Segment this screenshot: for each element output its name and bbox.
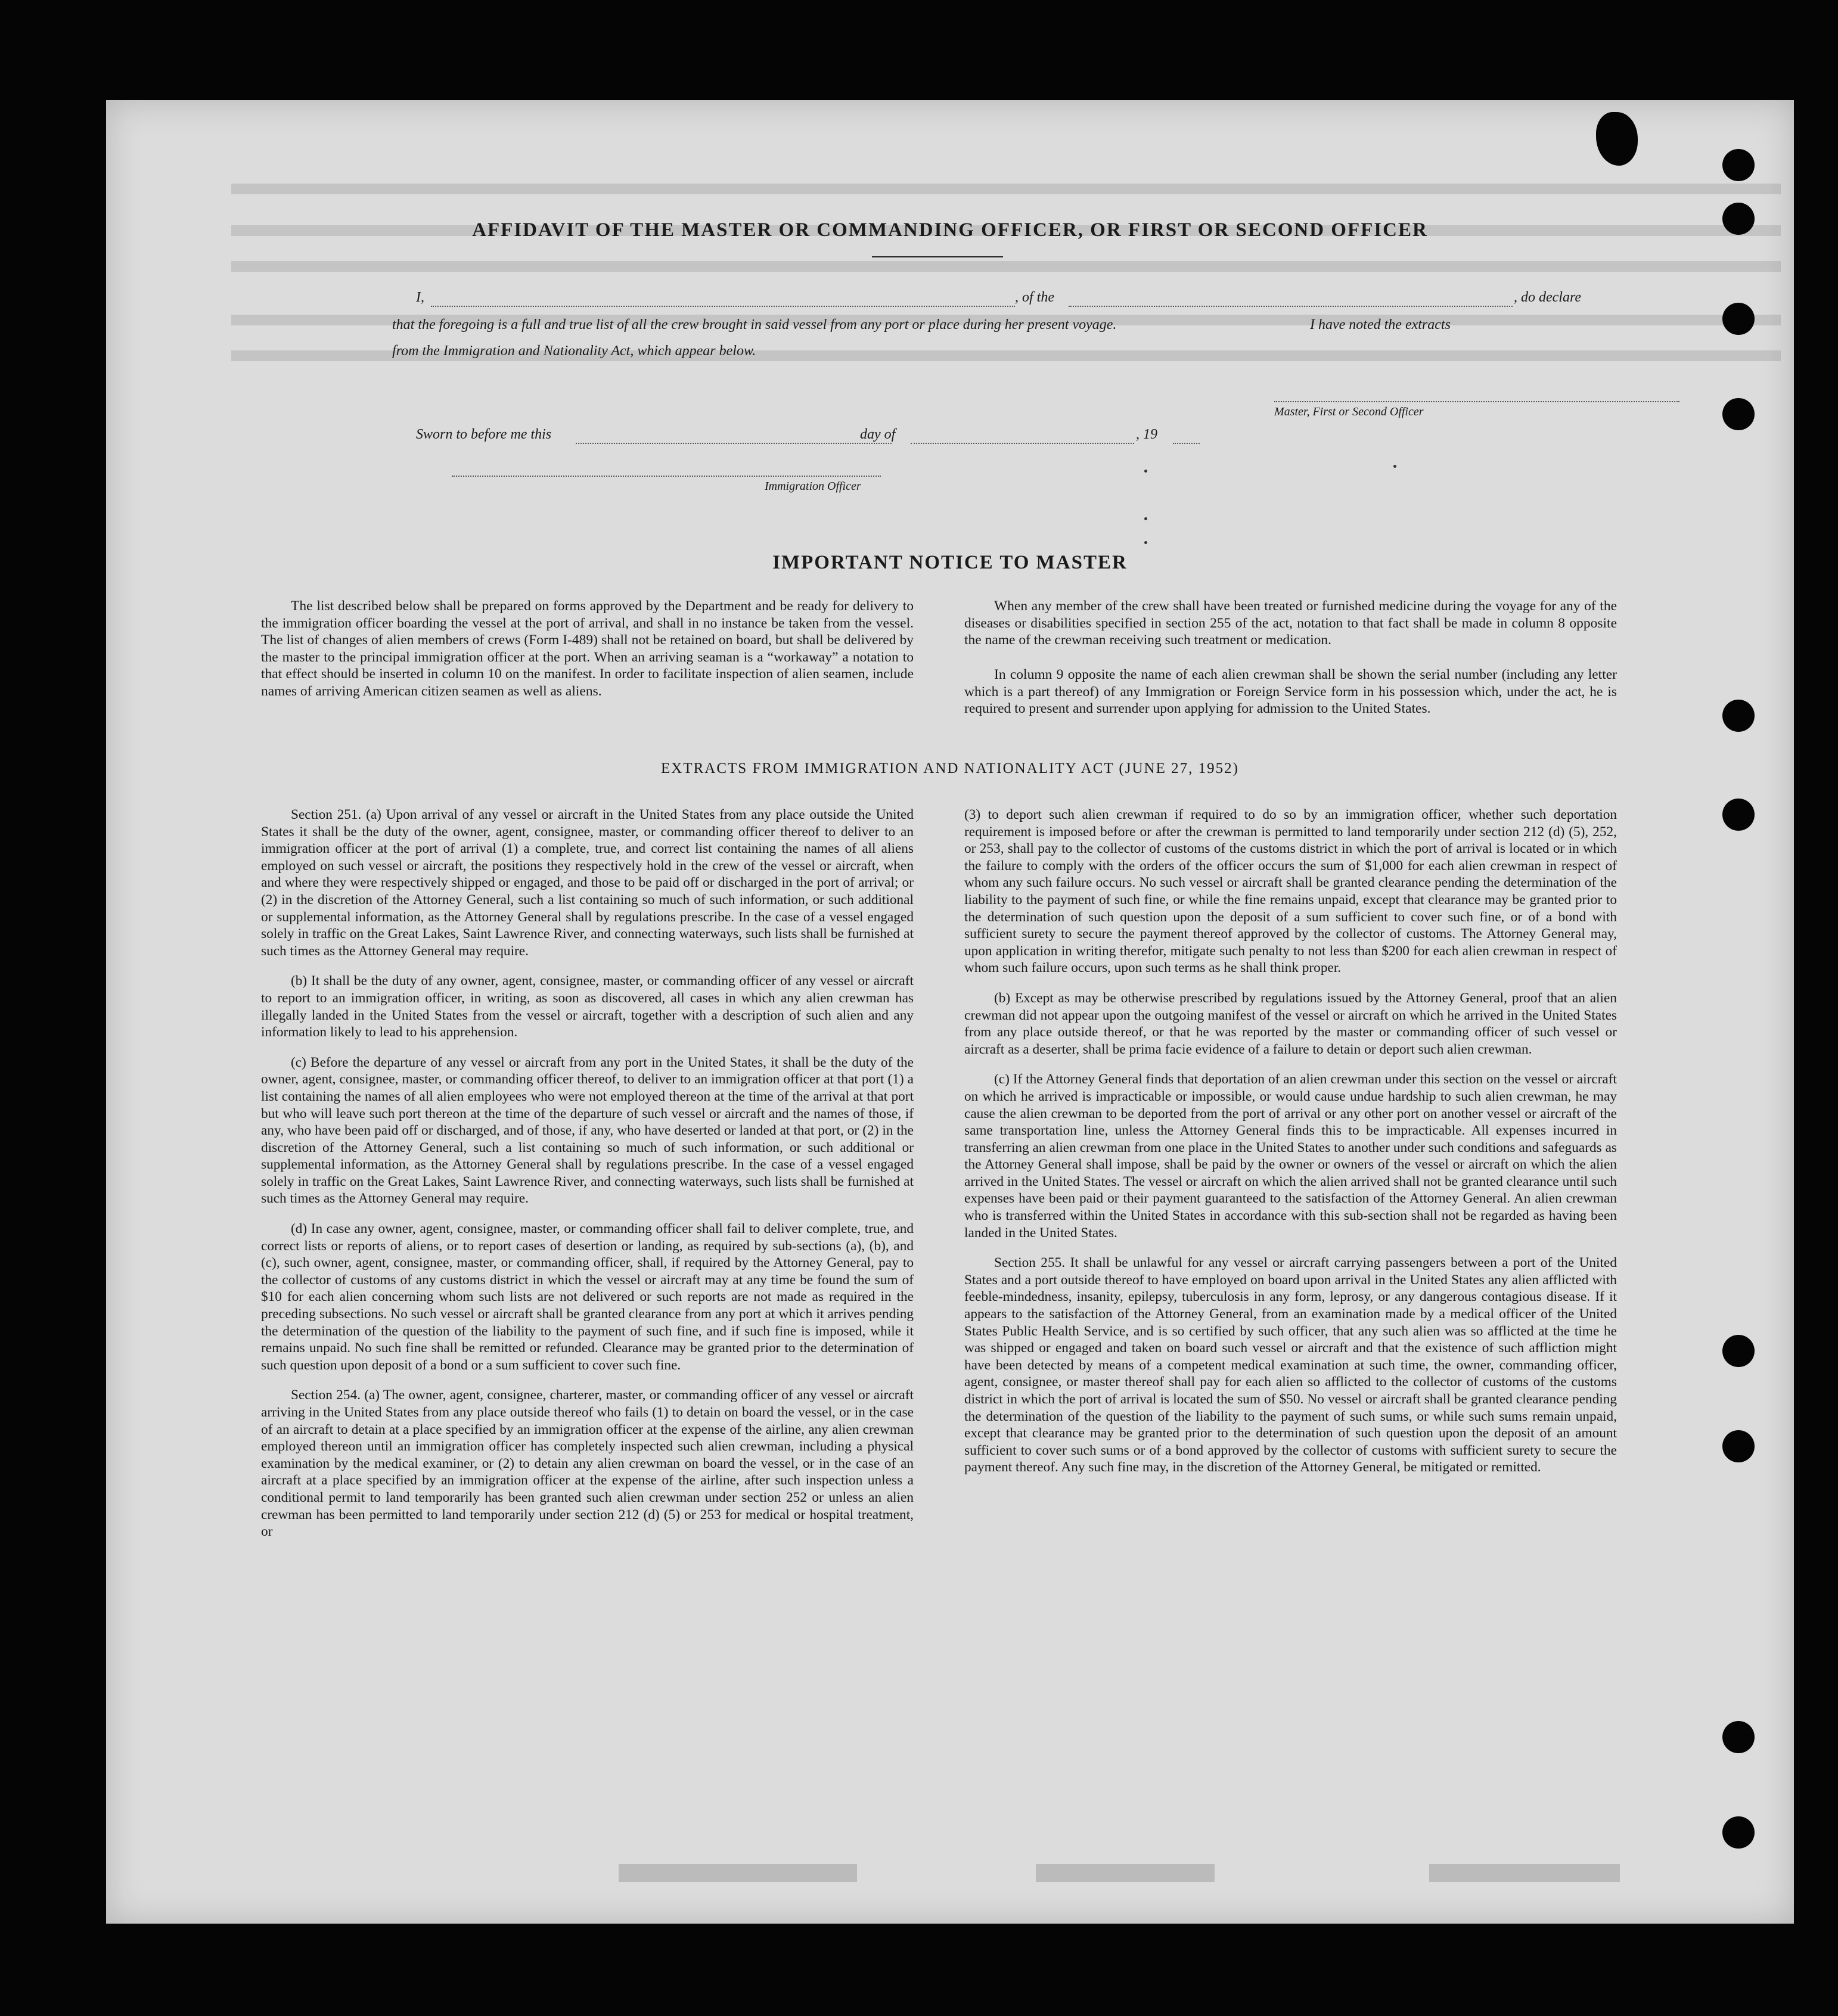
section-251-b: (b) It shall be the duty of any owner, agent, consignee, master, or commanding officer of any vessel or aircraft to report to an immigration officer, in writing, as soon as discovered, all cases in which any alien crewman has illegally landed in the United States from the vessel or aircraft, together with a description of such alien and any information likely to lead to his apprehension.	[261, 973, 914, 1040]
notice-right-paragraph-2: In column 9 opposite the name of each alien crewman shall be shown the serial number (including any letter which is a part thereof) of any Immigration or Foreign Service form in his possession which, under the act, he is required to present and surrender upon applying for admission to the United States.	[964, 667, 1617, 717]
affidavit-i-label: I,	[416, 290, 424, 305]
dust-speck	[1144, 517, 1147, 520]
officer-caption: Immigration Officer	[765, 480, 861, 493]
torn-corner	[1596, 112, 1638, 166]
sworn-label: Sworn to before me this	[416, 427, 552, 442]
binder-hole-7	[1722, 1335, 1755, 1367]
affidavit-line-3: from the Immigration and Nationality Act, which appear below.	[392, 343, 756, 359]
notice-title: IMPORTANT NOTICE TO MASTER	[772, 552, 1128, 573]
affidavit-title: AFFIDAVIT OF THE MASTER OR COMMANDING OFFICER, OR FIRST OR SECOND OFFICER	[472, 219, 1428, 241]
affidavit-line-2-right: I have noted the extracts	[1310, 317, 1451, 333]
affidavit-line-2: that the foregoing is a full and true list of all the crew brought in said vessel from any port or place during her present voyage.	[392, 317, 1117, 333]
binder-hole-6	[1722, 799, 1755, 831]
dust-speck	[1144, 541, 1147, 544]
binder-hole-1	[1722, 149, 1755, 181]
binder-hole-5	[1722, 700, 1755, 732]
section-254-a-continued: (3) to deport such alien crewman if required to do so by an immigration officer, whether such deportation requirement is imposed before or after the crewman is permitted to land temporarily under section 212 (d) (5), 252, or 253, shall pay to the collector of customs of the customs district in which the port of arrival is located or in which the failure to comply with the orders of the officer occurs the sum of $1,000 for each alien crewman in respect of whom any such failure occurs. No such vessel or aircraft shall be granted clearance pending the determination of the liability to the payment of such fine, or while the fine remains unpaid, except that clearance may be granted prior to the determination of such question upon the deposit of a sum sufficient to cover such fine, or of a bond with sufficient surety to secure the payment thereof approved by the collector of customs. The Attorney General may, upon application in writing therefor, mitigate such penalty to not less than $200 for each alien crewman in respect of whom such failure occurs, upon such terms as he shall think proper.	[964, 807, 1617, 976]
master-name-field[interactable]	[431, 306, 1015, 307]
dust-speck	[1144, 470, 1147, 473]
section-251-c: (c) Before the departure of any vessel or aircraft from any port in the United States, it shall be the duty of the owner, agent, consignee, master, or commanding officer thereof, to deliver to an immigration officer at that port (1) a list containing the names of all alien employees who were not employed thereon at the time of the arrival at that port but who will leave such port thereon at the time of the departure of such vessel or aircraft and the names of those, if any, who have been paid off or discharged, and of those, if any, who have deserted or landed at that port, or (2) in the discretion of the Attorney General, such a list containing so much of such information, or such additional or supplemental information, as the Attorney General shall by regulations prescribe. In the case of a vessel engaged solely in traffic on the Great Lakes, Saint Lawrence River, and connecting waterways, such lists shall be furnished at such times as the Attorney General may require.	[261, 1054, 914, 1207]
year-field[interactable]	[1173, 443, 1200, 444]
notice-left-paragraph: The list described below shall be prepared on forms approved by the Department and be ready for delivery to the immigration officer boarding the vessel at the port of arrival, and shall in no instance be taken from the vessel. The list of changes of alien members of crews (Form I-489) shall not be retained on board, but shall be delivered by the master to the principal immigration officer at the port. When an arriving seaman is a “workaway” a notation to that effect should be inserted in column 10 on the manifest. In order to facilitate inspection of alien seamen, include names of arriving American citizen seamen as well as aliens.	[261, 598, 914, 699]
section-254-b: (b) Except as may be otherwise prescribed by regulations issued by the Attorney General, proof that an alien crewman did not appear upon the outgoing manifest of the vessel or aircraft on which he arrived in the United States from any place outside thereof, or that he was reported by the master or commanding officer of such vessel or aircraft as a deserter, shall be prima facie evidence of a failure to detain or deport such alien crewman.	[964, 990, 1617, 1057]
notice-right-paragraph-1: When any member of the crew shall have been treated or furnished medicine during the voyage for any of the diseases or disabilities specified in section 255 of the act, notation to that fact shall be made in column 8 opposite the name of the crewman receiving such treatment or medication.	[964, 598, 1617, 648]
section-251-a: Section 251. (a) Upon arrival of any vessel or aircraft in the United States from any place outside the United States it shall be the duty of the owner, agent, consignee, master, or commanding officer thereof to deliver to an immigration officer at the port of arrival (1) a complete, true, and correct list containing the names of all aliens employed on such vessel or aircraft, the positions they respectively hold in the crew of the vessel or aircraft, when and where they were respectively shipped or engaged, and those to be paid off or discharged in the port of arrival; or (2) in the discretion of the Attorney General, such a list containing so much of such information, or such additional or supplemental information, as the Attorney General shall by regulations prescribe. In the case of a vessel engaged solely in traffic on the Great Lakes, Saint Lawrence River, and connecting waterways, such lists shall be furnished at such times as the Attorney General may require.	[261, 807, 914, 959]
extracts-right-column	[964, 806, 1617, 1489]
extracts-title: EXTRACTS FROM IMMIGRATION AND NATIONALITY ACT (JUNE 27, 1952)	[661, 760, 1239, 776]
affidavit-declare-label: , do declare	[1514, 290, 1582, 305]
officer-signature-field[interactable]	[452, 476, 881, 477]
year-label: , 19	[1136, 427, 1157, 442]
section-254-c: (c) If the Attorney General finds that deportation of an alien crewman under this section on the vessel or aircraft on which he arrived is impracticable or impossible, or would cause undue hardship to such alien crewman, he may cause the alien crewman to be deported from the port of arrival or any other port on another vessel or aircraft of the same transportation line, unless the Attorney General finds this to be impracticable. All expenses incurred in transferring an alien crewman from one place in the United States to another under such conditions and safeguards as the Attorney General shall impose, shall be paid by the owner or owners of the vessel or aircraft on which the alien arrived in the United States. The vessel or aircraft on which the alien arrived shall not be granted clearance until such expenses have been paid or their payment guaranteed to the satisfaction of the Attorney General. An alien crewman who is transferred within the United States in accordance with this sub-section shall not be regarded as having been landed in the United States.	[964, 1071, 1617, 1241]
vessel-name-field[interactable]	[1069, 306, 1513, 307]
binder-hole-10	[1722, 1816, 1755, 1849]
affidavit-of-label: , of the	[1015, 290, 1054, 305]
bleed-through-footer	[106, 1864, 1794, 1888]
document-page	[106, 100, 1794, 1924]
sworn-date-field[interactable]	[576, 443, 892, 444]
title-rule	[872, 256, 1003, 257]
master-caption: Master, First or Second Officer	[1274, 405, 1424, 418]
day-of-label: day of	[860, 427, 896, 442]
binder-hole-3	[1722, 303, 1755, 335]
binder-hole-4	[1722, 398, 1755, 430]
section-254-a: Section 254. (a) The owner, agent, consignee, charterer, master, or commanding officer of any vessel or aircraft arriving in the United States from any place outside thereof who fails (1) to detain on board the vessel, or in the case of an aircraft to detain at a place specified by an immigration officer at the expense of the airline, any alien crewman employed thereon until an immigration officer has completely inspected such alien crewman, including a physical examination by the medical examiner, or (2) to detain any alien crewman on board the vessel, or in the case of an aircraft at a place specified by an immigration officer at the expense of the airline, after such inspection unless a conditional permit to land temporarily has been granted such alien crewman under section 252 or unless an alien crewman has been permitted to land temporarily under section 212 (d) (5) or 253 for medical or hospital treatment, or	[261, 1387, 914, 1540]
binder-hole-9	[1722, 1721, 1755, 1753]
section-251-d: (d) In case any owner, agent, consignee, master, or commanding officer shall fail to deliver complete, true, and correct lists or reports of aliens, or to report cases of desertion or landing, as required by sub-sections (a), (b), and (c), such owner, agent, consignee, master, or commanding officer, shall, if required by the Attorney General, pay to the collector of customs of any customs district in which the vessel or aircraft may at any time be found the sum of $10 for each alien concerning whom such lists are not delivered or such reports are not made as required in the preceding subsections. No such vessel or aircraft shall be granted clearance from any port at which it arrives pending the determination of the question of the liability to the payment of such fine, and if such fine is imposed, while it remains unpaid. No such fine shall be remitted or refunded. Clearance may be granted prior to the determination of such question upon deposit of a bond or a sum sufficient to cover such fine.	[261, 1221, 914, 1373]
month-field[interactable]	[911, 443, 1134, 444]
binder-hole-8	[1722, 1430, 1755, 1462]
extracts-left-column	[261, 806, 914, 1554]
dust-speck	[1393, 465, 1396, 468]
section-255: Section 255. It shall be unlawful for any vessel or aircraft carrying passengers between a port of the United States and a port outside thereof to have employed on board upon arrival in the United States any alien afflicted with feeble-mindedness, insanity, epilepsy, tuberculosis in any form, leprosy, or any dangerous contagious disease. If it appears to the satisfaction of the Attorney General, from an examination made by a medical officer of the United States Public Health Service, and is so certified by such officer, that any such alien was so afflicted at the time he was shipped or engaged and taken on board such vessel or aircraft and that the existence of such affliction might have been detected by means of a competent medical examination at such time, the owner, commanding officer, agent, consignee, or master thereof shall pay for each alien so afflicted to the collector of customs of the customs district in which the port of arrival is located the sum of $50. No vessel or aircraft shall be granted clearance pending the determination of the question of the liability to the payment of such sums, or while such sums remain unpaid, except that clearance may be granted prior to the determination of such question upon the deposit of an amount sufficient to cover such sums or of a bond approved by the collector of customs with sufficient surety to secure the payment thereof. Any such fine may, in the discretion of the Attorney General, be mitigated or remitted.	[964, 1255, 1617, 1475]
master-signature-field[interactable]	[1274, 401, 1679, 402]
